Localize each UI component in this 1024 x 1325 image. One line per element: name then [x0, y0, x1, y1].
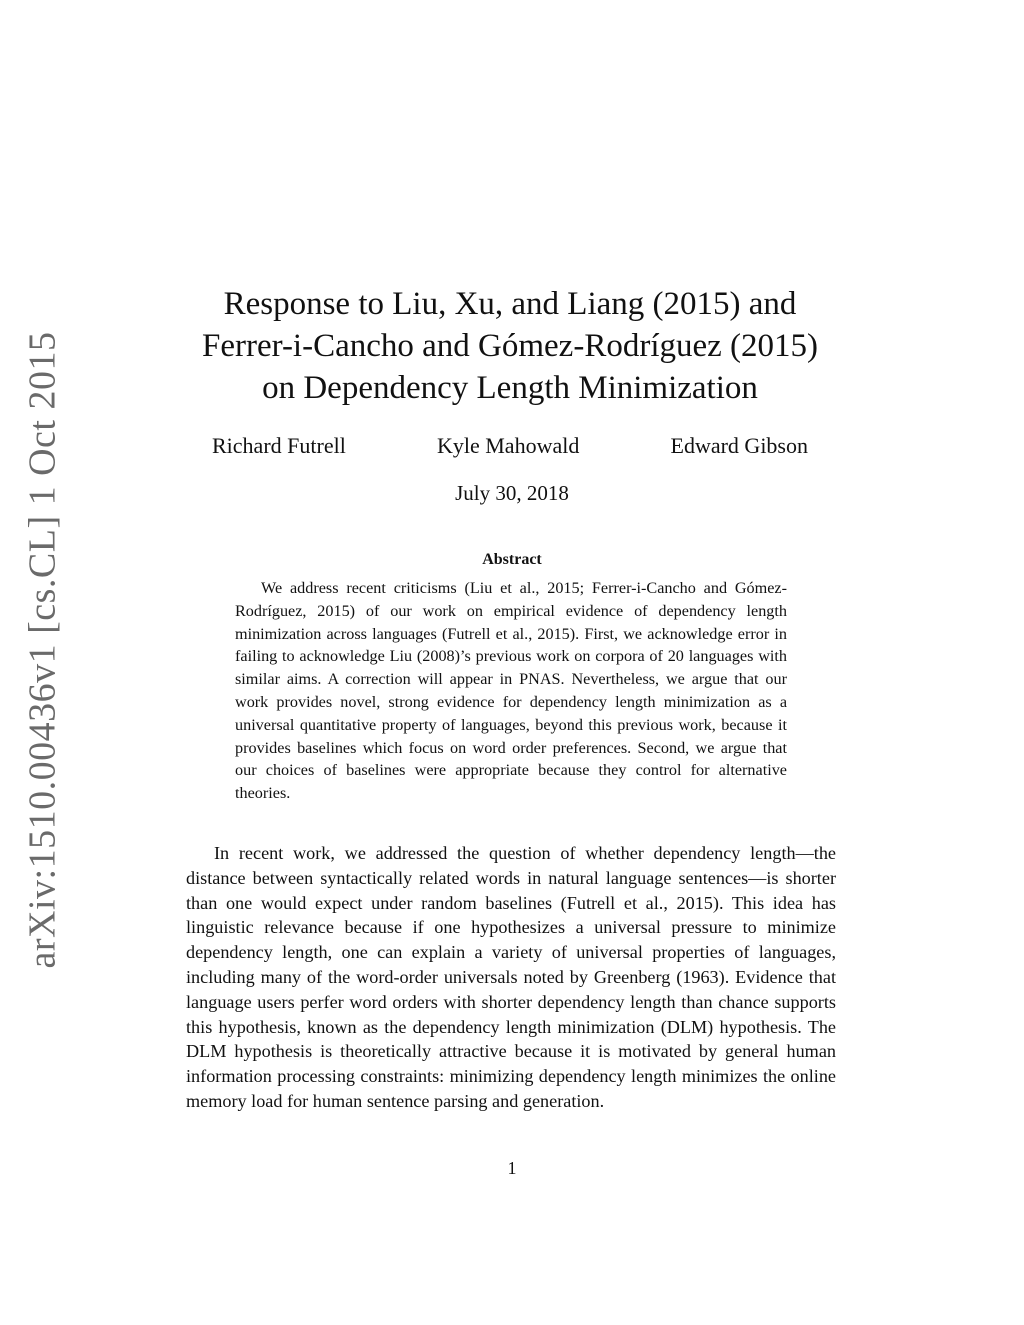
title-line: on Dependency Length Minimization	[262, 370, 758, 406]
abstract-text: We address recent criticisms (Liu et al., 2015; Ferrer-i-Cancho and Gómez-Rodríguez, 2015) of our work on empirical evidence of dependency length minimization across languages (Futrell et al., 2015). First, we acknowledge error in failing to acknowledge Liu (2008)’s previous work on corpora of 20 languages with similar aims. A correction will appear in PNAS. Nevertheless, we argue that our work provides novel, strong evidence for dependency length minimization as a universal quantitative property of languages, beyond this previous work, because it provides baselines which focus on word order preferences. Second, we argue that our choices of baselines were appropriate because they control for alternative theories.	[235, 579, 787, 803]
arxiv-identifier	[12, 331, 72, 969]
author-name: Richard Futrell	[212, 433, 346, 458]
title-line: Ferrer-i-Cancho and Gómez-Rodríguez (2015)	[201, 328, 819, 364]
page-number: 1	[507, 1158, 517, 1178]
author-name: Edward Gibson	[670, 433, 808, 458]
body-paragraph: In recent work, we addressed the question of whether dependency length—the distance between syntactically related words in natural language sentences—is shorter than one would expect under random baselines (Futrell et al., 2015). This idea has linguistic relevance because if one hypothesizes a universal pressure to minimize dependency length, one can explain a variety of universal properties of languages, including many of the word-order universals noted by Greenberg (1963). Evidence that language users perfer word orders with shorter dependency length than chance supports this hypothesis, known as the dependency length minimization (DLM) hypothesis. The DLM hypothesis is theoretically attractive because it is motivated by general human information processing constraints: minimizing dependency length minimizes the online memory load for human sentence parsing and generation.	[186, 843, 836, 1111]
abstract-heading: Abstract	[482, 551, 542, 568]
paper-title	[130, 283, 890, 409]
author-name: Kyle Mahowald	[436, 433, 580, 458]
paper-date: July 30, 2018	[455, 481, 569, 505]
title-line: Response to Liu, Xu, and Liang (2015) and	[223, 286, 797, 322]
arxiv-identifier-text: arXiv:1510.00436v1 [cs.CL] 1 Oct 2015	[21, 331, 63, 969]
author-list	[200, 433, 820, 459]
